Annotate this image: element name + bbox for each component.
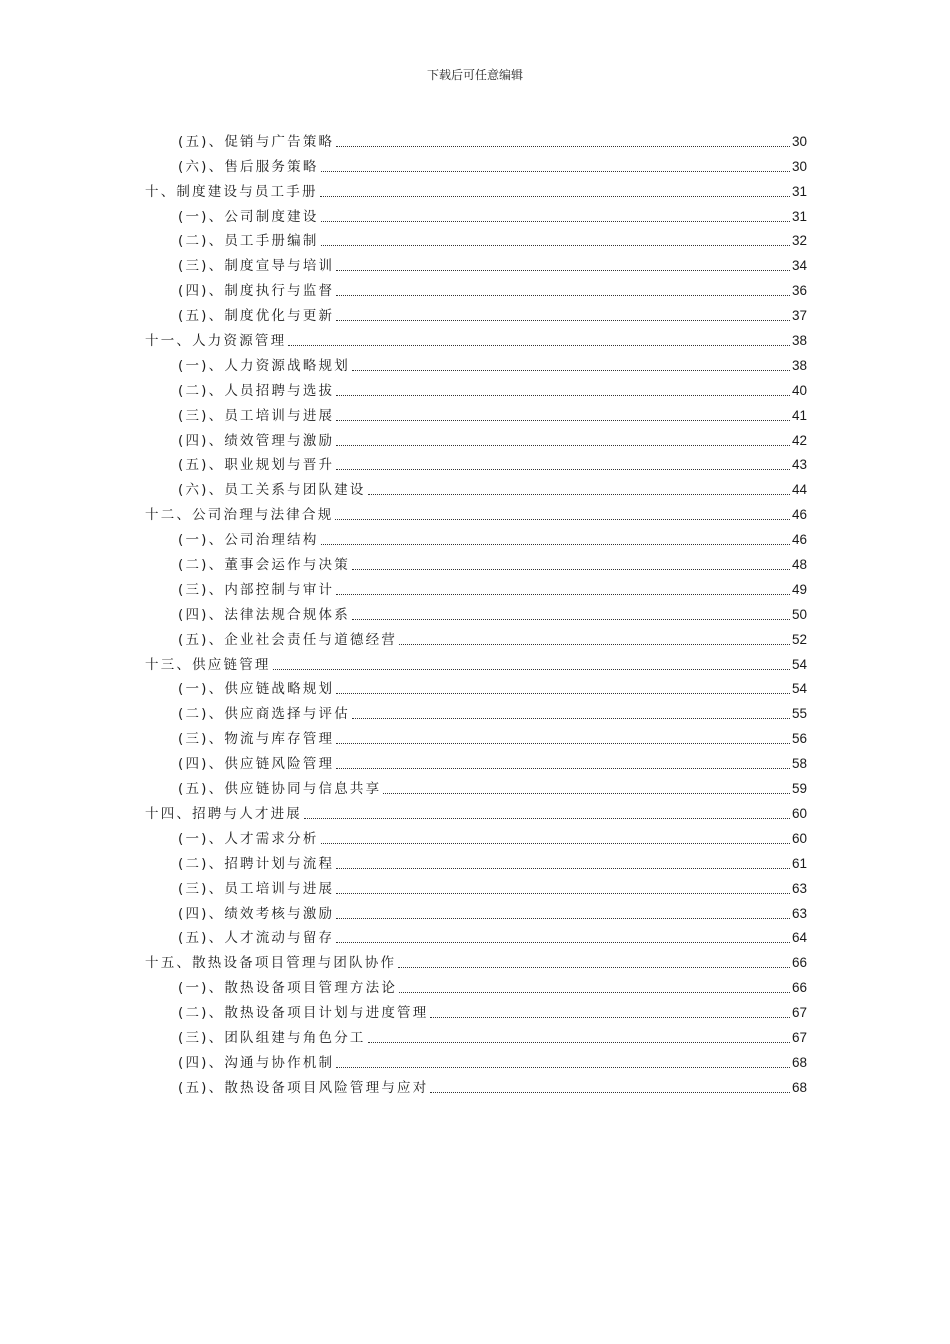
toc-page-number: 66 <box>791 980 807 996</box>
toc-dot-leader <box>336 1066 790 1068</box>
toc-dot-leader <box>430 1091 790 1093</box>
toc-chapter-entry[interactable] <box>145 799 807 824</box>
toc-page-number: 42 <box>791 432 807 448</box>
toc-dot-leader <box>336 468 790 470</box>
toc-section-entry[interactable] <box>145 824 807 849</box>
toc-page-number: 68 <box>791 1079 807 1095</box>
toc-entry-title: (二)、员工手册编制 <box>178 233 319 250</box>
toc-entry-title: (三)、团队组建与角色分工 <box>178 1029 366 1046</box>
toc-section-entry[interactable] <box>145 600 807 625</box>
toc-entry-title: (二)、供应商选择与评估 <box>178 706 350 723</box>
toc-entry-title: (五)、人才流动与留存 <box>178 930 335 947</box>
toc-dot-leader <box>336 767 790 769</box>
toc-entry-title: (五)、职业规划与晋升 <box>178 457 335 474</box>
toc-page-number: 44 <box>791 482 807 498</box>
toc-dot-leader <box>430 1016 790 1018</box>
toc-dot-leader <box>336 419 790 421</box>
toc-entry-title: (二)、人员招聘与选拔 <box>178 382 335 399</box>
toc-dot-leader <box>336 867 790 869</box>
toc-page-number: 46 <box>791 507 807 523</box>
toc-entry-title: (三)、内部控制与审计 <box>178 581 335 598</box>
toc-page-number: 66 <box>791 955 807 971</box>
toc-section-entry[interactable] <box>145 1073 807 1098</box>
toc-page-number: 38 <box>791 333 807 349</box>
toc-entry-title: 十一、人力资源管理 <box>145 333 287 350</box>
toc-section-entry[interactable] <box>145 924 807 949</box>
toc-dot-leader <box>336 892 790 894</box>
toc-dot-leader <box>352 568 790 570</box>
toc-dot-leader <box>368 493 790 495</box>
toc-dot-leader <box>336 319 790 321</box>
toc-page-number: 67 <box>791 1029 807 1045</box>
toc-entry-title: (一)、供应链战略规划 <box>178 681 335 698</box>
toc-dot-leader <box>368 1041 790 1043</box>
toc-page-number: 52 <box>791 631 807 647</box>
toc-entry-title: (六)、售后服务策略 <box>178 158 319 175</box>
toc-entry-title: 十二、公司治理与法律合规 <box>145 507 334 524</box>
toc-section-entry[interactable] <box>145 276 807 301</box>
toc-dot-leader <box>336 941 790 943</box>
toc-entry-title: (五)、促销与广告策略 <box>178 133 335 150</box>
toc-page-number: 56 <box>791 731 807 747</box>
toc-dot-leader <box>336 394 790 396</box>
toc-dot-leader <box>336 269 790 271</box>
toc-page-number: 38 <box>791 357 807 373</box>
toc-page-number: 60 <box>791 830 807 846</box>
table-of-contents <box>145 127 807 1098</box>
toc-page-number: 48 <box>791 557 807 573</box>
toc-entry-title: (四)、供应链风险管理 <box>178 756 335 773</box>
toc-page-number: 41 <box>791 407 807 423</box>
toc-section-entry[interactable] <box>145 774 807 799</box>
toc-entry-title: 十三、供应链管理 <box>145 656 271 673</box>
toc-page-number: 60 <box>791 805 807 821</box>
toc-page-number: 64 <box>791 930 807 946</box>
toc-page-number: 31 <box>791 183 807 199</box>
toc-page-number: 30 <box>791 133 807 149</box>
toc-chapter-entry[interactable] <box>145 326 807 351</box>
toc-entry-title: (五)、制度优化与更新 <box>178 308 335 325</box>
toc-section-entry[interactable] <box>145 401 807 426</box>
toc-dot-leader <box>335 518 790 520</box>
toc-page-number: 36 <box>791 283 807 299</box>
toc-chapter-entry[interactable] <box>145 500 807 525</box>
toc-page-number: 54 <box>791 681 807 697</box>
toc-dot-leader <box>288 344 790 346</box>
toc-entry-title: (四)、绩效考核与激励 <box>178 905 335 922</box>
toc-page-number: 68 <box>791 1054 807 1070</box>
toc-section-entry[interactable] <box>145 227 807 252</box>
toc-section-entry[interactable] <box>145 973 807 998</box>
toc-entry-title: (六)、员工关系与团队建设 <box>178 482 366 499</box>
toc-dot-leader <box>398 966 790 968</box>
toc-chapter-entry[interactable] <box>145 177 807 202</box>
toc-dot-leader <box>383 792 790 794</box>
toc-page-number: 34 <box>791 258 807 274</box>
toc-entry-title: (五)、供应链协同与信息共享 <box>178 781 382 798</box>
toc-entry-title: (四)、绩效管理与激励 <box>178 432 335 449</box>
toc-entry-title: (四)、法律法规合规体系 <box>178 606 350 623</box>
toc-entry-title: (一)、人力资源战略规划 <box>178 357 350 374</box>
toc-section-entry[interactable] <box>145 749 807 774</box>
toc-section-entry[interactable] <box>145 301 807 326</box>
toc-page-number: 50 <box>791 606 807 622</box>
toc-dot-leader <box>336 692 790 694</box>
toc-page-number: 46 <box>791 532 807 548</box>
toc-section-entry[interactable] <box>145 575 807 600</box>
toc-entry-title: (一)、公司治理结构 <box>178 532 319 549</box>
toc-page-number: 59 <box>791 781 807 797</box>
toc-section-entry[interactable] <box>145 1048 807 1073</box>
toc-dot-leader <box>352 717 790 719</box>
toc-section-entry[interactable] <box>145 625 807 650</box>
toc-section-entry[interactable] <box>145 426 807 451</box>
toc-dot-leader <box>399 991 790 993</box>
toc-entry-title: (一)、人才需求分析 <box>178 830 319 847</box>
toc-chapter-entry[interactable] <box>145 948 807 973</box>
toc-page-number: 55 <box>791 706 807 722</box>
toc-chapter-entry[interactable] <box>145 650 807 675</box>
toc-entry-title: (四)、沟通与协作机制 <box>178 1054 335 1071</box>
toc-dot-leader <box>321 244 790 246</box>
toc-page-number: 63 <box>791 905 807 921</box>
toc-page-number: 63 <box>791 880 807 896</box>
toc-page-number: 67 <box>791 1005 807 1021</box>
toc-dot-leader <box>352 618 790 620</box>
toc-dot-leader <box>336 917 790 919</box>
toc-entry-title: (一)、公司制度建设 <box>178 208 319 225</box>
toc-entry-title: (二)、散热设备项目计划与进度管理 <box>178 1005 429 1022</box>
toc-section-entry[interactable] <box>145 152 807 177</box>
toc-page-number: 30 <box>791 158 807 174</box>
toc-section-entry[interactable] <box>145 1023 807 1048</box>
toc-dot-leader <box>273 668 790 670</box>
toc-section-entry[interactable] <box>145 724 807 749</box>
toc-section-entry[interactable] <box>145 202 807 227</box>
toc-entry-title: (三)、制度宣导与培训 <box>178 258 335 275</box>
toc-section-entry[interactable] <box>145 475 807 500</box>
page-header: 下载后可任意编辑 <box>426 68 523 82</box>
toc-section-entry[interactable] <box>145 699 807 724</box>
toc-page-number: 40 <box>791 382 807 398</box>
toc-section-entry[interactable] <box>145 675 807 700</box>
toc-section-entry[interactable] <box>145 525 807 550</box>
toc-dot-leader <box>336 742 790 744</box>
toc-section-entry[interactable] <box>145 874 807 899</box>
toc-section-entry[interactable] <box>145 550 807 575</box>
toc-dot-leader <box>336 593 790 595</box>
toc-entry-title: 十、制度建设与员工手册 <box>145 183 318 200</box>
toc-entry-title: (二)、董事会运作与决策 <box>178 557 350 574</box>
toc-dot-leader <box>321 220 790 222</box>
toc-page-number: 58 <box>791 756 807 772</box>
toc-entry-title: (一)、散热设备项目管理方法论 <box>178 980 398 997</box>
toc-dot-leader <box>336 444 790 446</box>
toc-section-entry[interactable] <box>145 251 807 276</box>
toc-entry-title: (五)、企业社会责任与道德经营 <box>178 631 398 648</box>
toc-section-entry[interactable] <box>145 451 807 476</box>
toc-dot-leader <box>352 369 790 371</box>
toc-page-number: 54 <box>791 656 807 672</box>
toc-page-number: 32 <box>791 233 807 249</box>
toc-dot-leader <box>399 643 790 645</box>
toc-entry-title: 十五、散热设备项目管理与团队协作 <box>145 955 397 972</box>
toc-entry-title: (三)、员工培训与进展 <box>178 880 335 897</box>
toc-dot-leader <box>321 170 790 172</box>
toc-entry-title: (二)、招聘计划与流程 <box>178 855 335 872</box>
toc-dot-leader <box>321 543 790 545</box>
toc-dot-leader <box>336 294 790 296</box>
toc-page-number: 31 <box>791 208 807 224</box>
toc-section-entry[interactable] <box>145 351 807 376</box>
toc-entry-title: (四)、制度执行与监督 <box>178 283 335 300</box>
toc-entry-title: (五)、散热设备项目风险管理与应对 <box>178 1079 429 1096</box>
toc-section-entry[interactable] <box>145 849 807 874</box>
toc-page-number: 43 <box>791 457 807 473</box>
toc-page-number: 49 <box>791 581 807 597</box>
toc-page-number: 37 <box>791 308 807 324</box>
toc-entry-title: (三)、员工培训与进展 <box>178 407 335 424</box>
toc-section-entry[interactable] <box>145 899 807 924</box>
toc-dot-leader <box>304 817 790 819</box>
toc-section-entry[interactable] <box>145 998 807 1023</box>
toc-entry-title: 十四、招聘与人才进展 <box>145 805 302 822</box>
toc-dot-leader <box>321 842 790 844</box>
toc-dot-leader <box>320 195 790 197</box>
toc-dot-leader <box>336 145 790 147</box>
toc-section-entry[interactable] <box>145 376 807 401</box>
toc-page-number: 61 <box>791 855 807 871</box>
toc-section-entry[interactable] <box>145 127 807 152</box>
toc-entry-title: (三)、物流与库存管理 <box>178 731 335 748</box>
